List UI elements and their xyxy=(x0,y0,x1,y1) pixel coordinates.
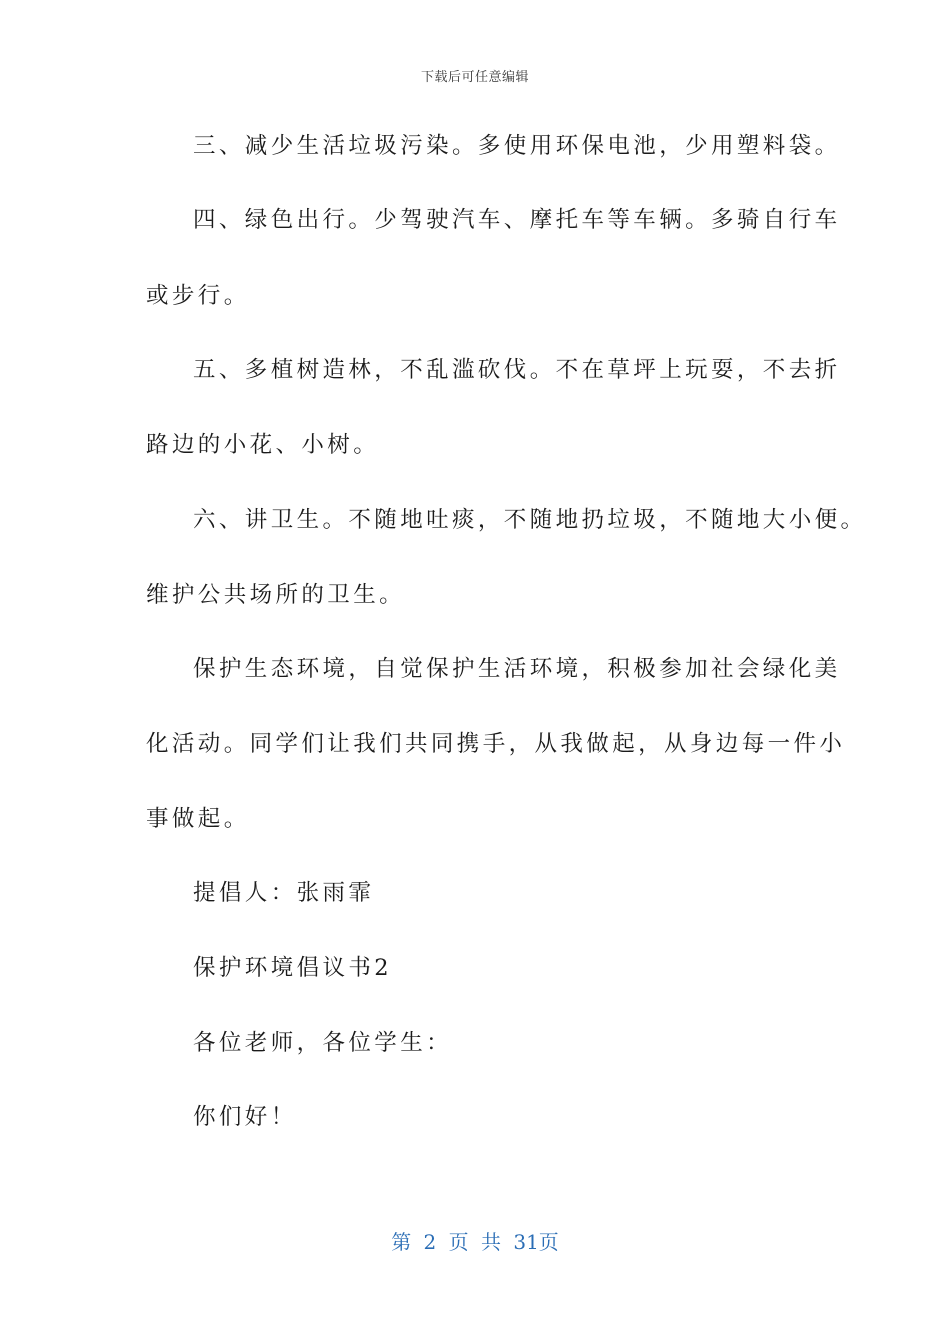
signature-line: 提倡人：张雨霏 xyxy=(193,880,375,906)
paragraph-line-2: 四、绿色出行。少驾驶汽车、摩托车等车辆。多骑自行车 xyxy=(193,207,841,233)
paragraph-line-7: 维护公共场所的卫生。 xyxy=(146,582,406,608)
paragraph-line-8: 保护生态环境，自觉保护生活环境，积极参加社会绿化美 xyxy=(193,656,841,682)
page-header: 下载后可任意编辑 xyxy=(420,70,529,85)
paragraph-line-10: 事做起。 xyxy=(146,806,250,832)
section-title: 保护环境倡议书2 xyxy=(193,955,393,981)
paragraph-line-9: 化活动。同学们让我们共同携手，从我做起，从身边每一件小 xyxy=(146,731,846,757)
paragraph-line-6: 六、讲卫生。不随地吐痰，不随地扔垃圾，不随地大小便。 xyxy=(193,507,867,533)
paragraph-line-5: 路边的小花、小树。 xyxy=(146,432,380,458)
paragraph-line-4: 五、多植树造林，不乱滥砍伐。不在草坪上玩耍，不去折 xyxy=(193,357,841,383)
paragraph-line-1: 三、减少生活垃圾污染。多使用环保电池，少用塑料袋。 xyxy=(193,133,841,159)
paragraph-line-3: 或步行。 xyxy=(146,283,250,309)
salutation: 各位老师，各位学生： xyxy=(193,1030,453,1056)
greeting: 你们好！ xyxy=(193,1104,297,1130)
page-footer: 第 2 页 共 31页 xyxy=(391,1230,559,1254)
